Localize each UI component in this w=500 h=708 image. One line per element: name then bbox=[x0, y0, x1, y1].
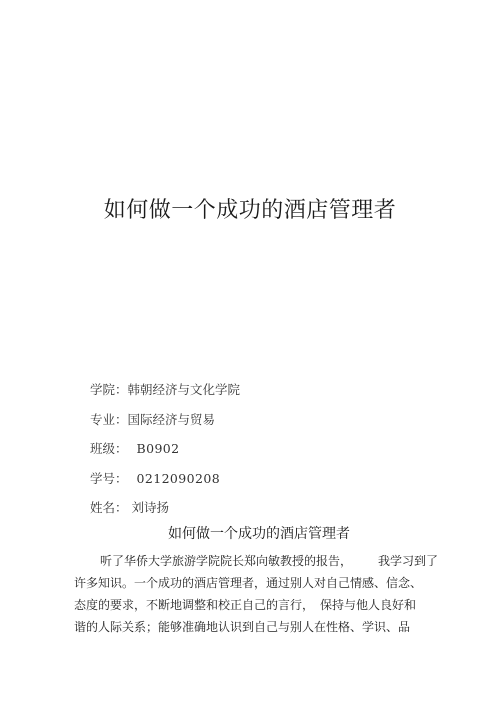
student-id-value: 0212090208 bbox=[136, 470, 221, 486]
body-line-2-a: 许多知识。一个成功的酒店管理者，通过别人对自己情感、信念、 bbox=[74, 576, 423, 590]
body-line-3-a: 态度的要求，不断地调整和校正自己的言行， bbox=[74, 598, 315, 612]
section-title: 如何做一个成功的酒店管理者 bbox=[168, 526, 350, 542]
class-value: B0902 bbox=[136, 441, 180, 456]
college-value: 韩朝经济与文化学院 bbox=[127, 382, 241, 397]
info-row-student-id bbox=[90, 471, 240, 501]
body-line-2 bbox=[74, 572, 426, 594]
body-line-1-a: 听了华侨大学旅游学院院长郑向敏教授的报告， bbox=[100, 554, 353, 568]
class-label: 班级： bbox=[90, 441, 128, 456]
info-row-college bbox=[90, 382, 240, 412]
name-value: 刘诗扬 bbox=[131, 500, 170, 515]
body-line-4 bbox=[74, 616, 426, 638]
name-label: 姓名： bbox=[90, 500, 128, 515]
college-label: 学院： bbox=[90, 382, 128, 397]
body-line-1 bbox=[74, 550, 439, 572]
cover-title: 如何做一个成功的酒店管理者 bbox=[103, 198, 397, 223]
body-line-1-b: 我学习到了 bbox=[378, 554, 439, 568]
info-row-major bbox=[90, 412, 240, 442]
major-value: 国际经济与贸易 bbox=[127, 411, 216, 427]
info-row-class bbox=[90, 441, 240, 471]
body-line-4-a: 谐的人际关系；能够准确地认识到自己与别人在性格、学识、品 bbox=[74, 620, 411, 634]
body-line-3-b: 保持与他人良好和 bbox=[320, 598, 417, 612]
body-line-3 bbox=[74, 594, 426, 616]
student-info bbox=[90, 382, 240, 530]
student-id-label: 学号： bbox=[90, 470, 128, 486]
major-label: 专业： bbox=[90, 411, 128, 427]
body-paragraph bbox=[74, 550, 439, 638]
